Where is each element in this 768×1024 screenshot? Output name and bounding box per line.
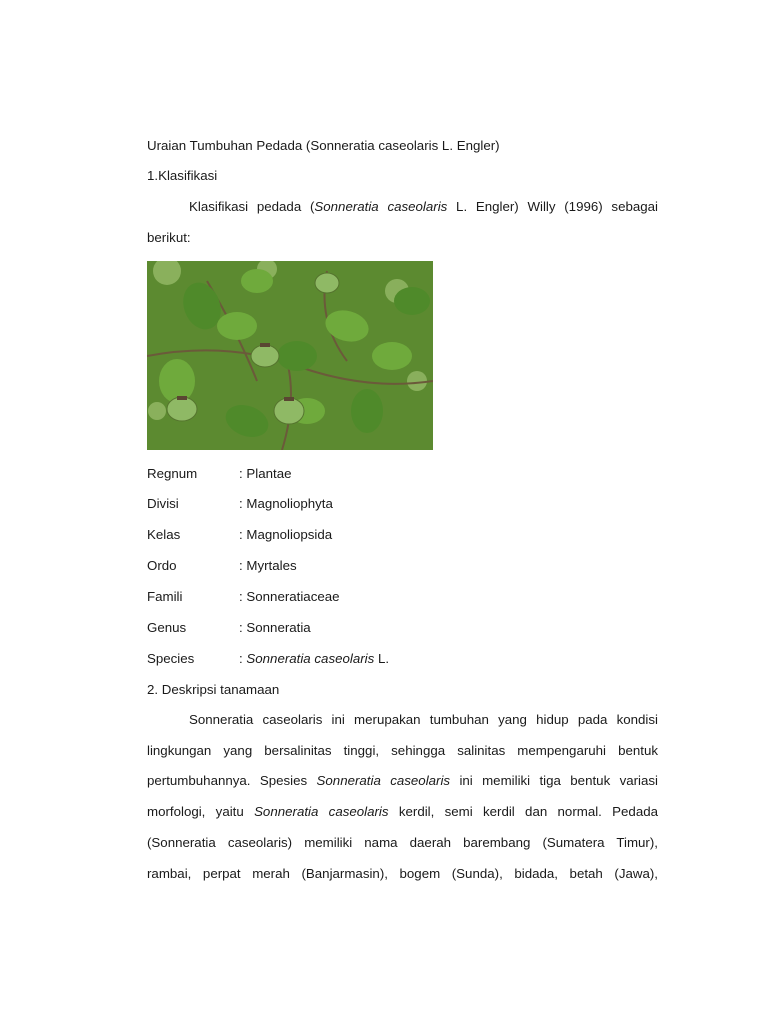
taxonomy-row-species: Species : Sonneratia caseolaris L. [147,651,390,666]
deskripsi-line-6: rambai, perpat merah (Banjarmasin), bogem (Sunda), bidada, betah (Jawa), [147,866,658,881]
taxonomy-row-regnum: Regnum : Plantae [147,466,292,481]
taxonomy-row-famili: Famili : Sonneratiaceae [147,589,340,604]
plant-photo [147,261,433,450]
klasifikasi-intro: Klasifikasi pedada (Sonneratia caseolaris L. Engler) Willy (1996) sebagai [189,199,658,214]
deskripsi-line-4: morfologi, yaitu Sonneratia caseolaris kerdil, semi kerdil dan normal. Pedada [147,804,659,819]
section-heading-klasifikasi: 1.Klasifikasi [147,168,218,183]
deskripsi-line-3: pertumbuhannya. Spesies Sonneratia caseolaris ini memiliki tiga bentuk variasi [147,773,659,788]
deskripsi-line-2: lingkungan yang bersalinitas tinggi, sehingga salinitas mempengaruhi bentuk [147,743,658,758]
deskripsi-line-1: Sonneratia caseolaris ini merupakan tumbuhan yang hidup pada kondisi [189,712,658,727]
taxonomy-row-genus: Genus : Sonneratia [147,620,311,635]
document-title: Uraian Tumbuhan Pedada (Sonneratia caseolaris L. Engler) [147,138,500,153]
section-heading-deskripsi: 2. Deskripsi tanamaan [147,682,280,697]
taxonomy-row-divisi: Divisi : Magnoliophyta [147,496,333,511]
deskripsi-line-5: (Sonneratia caseolaris) memiliki nama daerah barembang (Sumatera Timur), [147,835,658,850]
klasifikasi-intro-cont: berikut: [147,230,191,245]
taxonomy-row-kelas: Kelas : Magnoliopsida [147,527,333,542]
taxonomy-row-ordo: Ordo : Myrtales [147,558,297,573]
